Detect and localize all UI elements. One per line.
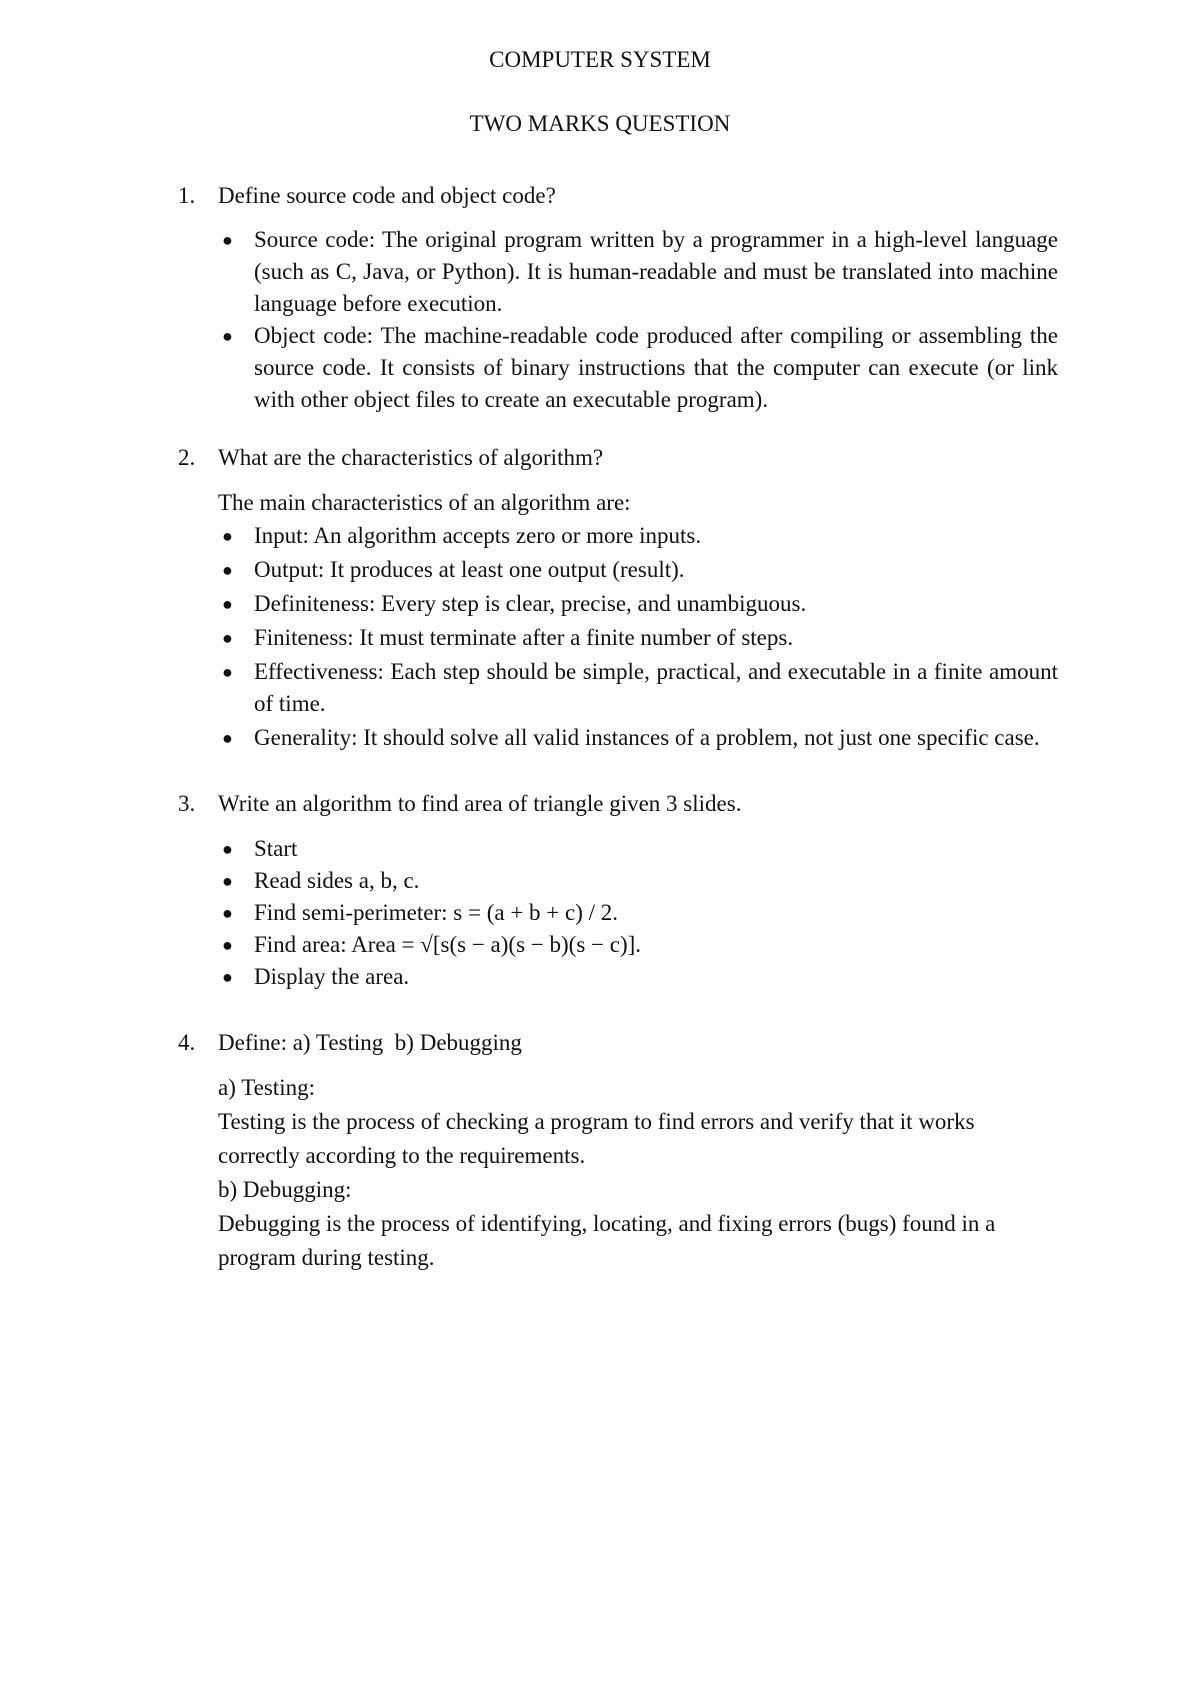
answer-bullet (218, 722, 1058, 754)
bullet-icon: ● (222, 966, 233, 987)
bullet-icon: ● (222, 594, 233, 615)
answer-bullet (218, 833, 1058, 865)
bullet-icon: ● (222, 526, 233, 547)
question-1 (142, 180, 1058, 416)
answer-bullet (218, 320, 1058, 416)
answer-bullet (218, 588, 1058, 620)
bullet-text: Object code: The machine-readable code produced after compiling or assembling the source code. It consists of binary instructions that the computer can execute (or link with other object files to create an executable program). (254, 323, 1058, 413)
answer-bullet (218, 224, 1058, 320)
bullet-icon: ● (222, 662, 233, 683)
answer-bullet (218, 554, 1058, 586)
debugging-heading: b) Debugging: (218, 1176, 352, 1202)
question-text: What are the characteristics of algorithm? (218, 445, 604, 471)
question-list (142, 180, 1058, 1275)
question-text: Define source code and object code? (218, 183, 556, 208)
answer-bullets (218, 224, 1058, 416)
bullet-text: Source code: The original program written by a programmer in a high-level language (such as C, Java, or Python). It is human-readable and must be translated into machine language before execution. (254, 227, 1058, 317)
bullet-icon: ● (222, 728, 233, 749)
bullet-icon: ● (222, 560, 233, 581)
question-2 (142, 442, 1058, 754)
bullet-text: Effectiveness: Each step should be simple, practical, and executable in a finite amount of time. (254, 659, 1058, 717)
question-number: 2. (178, 445, 196, 471)
question-number: 1. (178, 183, 196, 208)
question-text: Write an algorithm to find area of triangle given 3 slides. (218, 791, 742, 817)
answer-bullets (218, 833, 1058, 993)
answer-bullet (218, 929, 1058, 961)
question-number: 4. (178, 1029, 196, 1055)
answer-bullet (218, 897, 1058, 929)
document-subtitle: TWO MARKS QUESTION (469, 111, 731, 136)
bullet-text: Output: It produces at least one output (result). (254, 557, 685, 583)
bullet-text: Generality: It should solve all valid instances of a problem, not just one specific case. (254, 725, 1040, 751)
bullet-icon: ● (222, 870, 233, 891)
bullet-text: Input: An algorithm accepts zero or more inputs. (254, 523, 702, 549)
bullet-text: Definiteness: Every step is clear, precise, and unambiguous. (254, 591, 807, 617)
question-4 (142, 1027, 1058, 1275)
bullet-icon: ● (222, 902, 233, 923)
answer-intro: The main characteristics of an algorithm are: (218, 490, 631, 516)
bullet-icon: ● (222, 838, 233, 859)
document-title: COMPUTER SYSTEM (489, 47, 711, 72)
question-number: 3. (178, 791, 196, 817)
question-3 (142, 788, 1058, 992)
bullet-text: Display the area. (254, 963, 410, 989)
bullet-text: Read sides a, b, c. (254, 867, 420, 893)
testing-definition: Testing is the process of checking a program to find errors and verify that it works correctly according to the requirements. (218, 1108, 975, 1168)
answer-bullet (218, 656, 1058, 720)
answer-bullet (218, 961, 1058, 993)
answer-bullet (218, 520, 1058, 552)
answer-bullet (218, 865, 1058, 897)
debugging-definition: Debugging is the process of identifying, locating, and fixing errors (bugs) found in a program during testing. (218, 1210, 996, 1270)
bullet-icon: ● (222, 934, 233, 955)
bullet-icon: ● (222, 628, 233, 649)
answer-bullets (218, 520, 1058, 754)
bullet-text: Start (254, 835, 298, 861)
answer-bullet (218, 622, 1058, 654)
testing-heading: a) Testing: (218, 1074, 315, 1100)
bullet-icon: ● (222, 326, 233, 347)
bullet-text: Find area: Area = √[s(s − a)(s − b)(s − c)]. (254, 931, 642, 957)
bullet-icon: ● (222, 230, 233, 251)
question-text: Define: a) Testing b) Debugging (218, 1029, 522, 1055)
bullet-text: Find semi-perimeter: s = (a + b + c) / 2. (254, 899, 619, 925)
bullet-text: Finiteness: It must terminate after a finite number of steps. (254, 625, 794, 651)
